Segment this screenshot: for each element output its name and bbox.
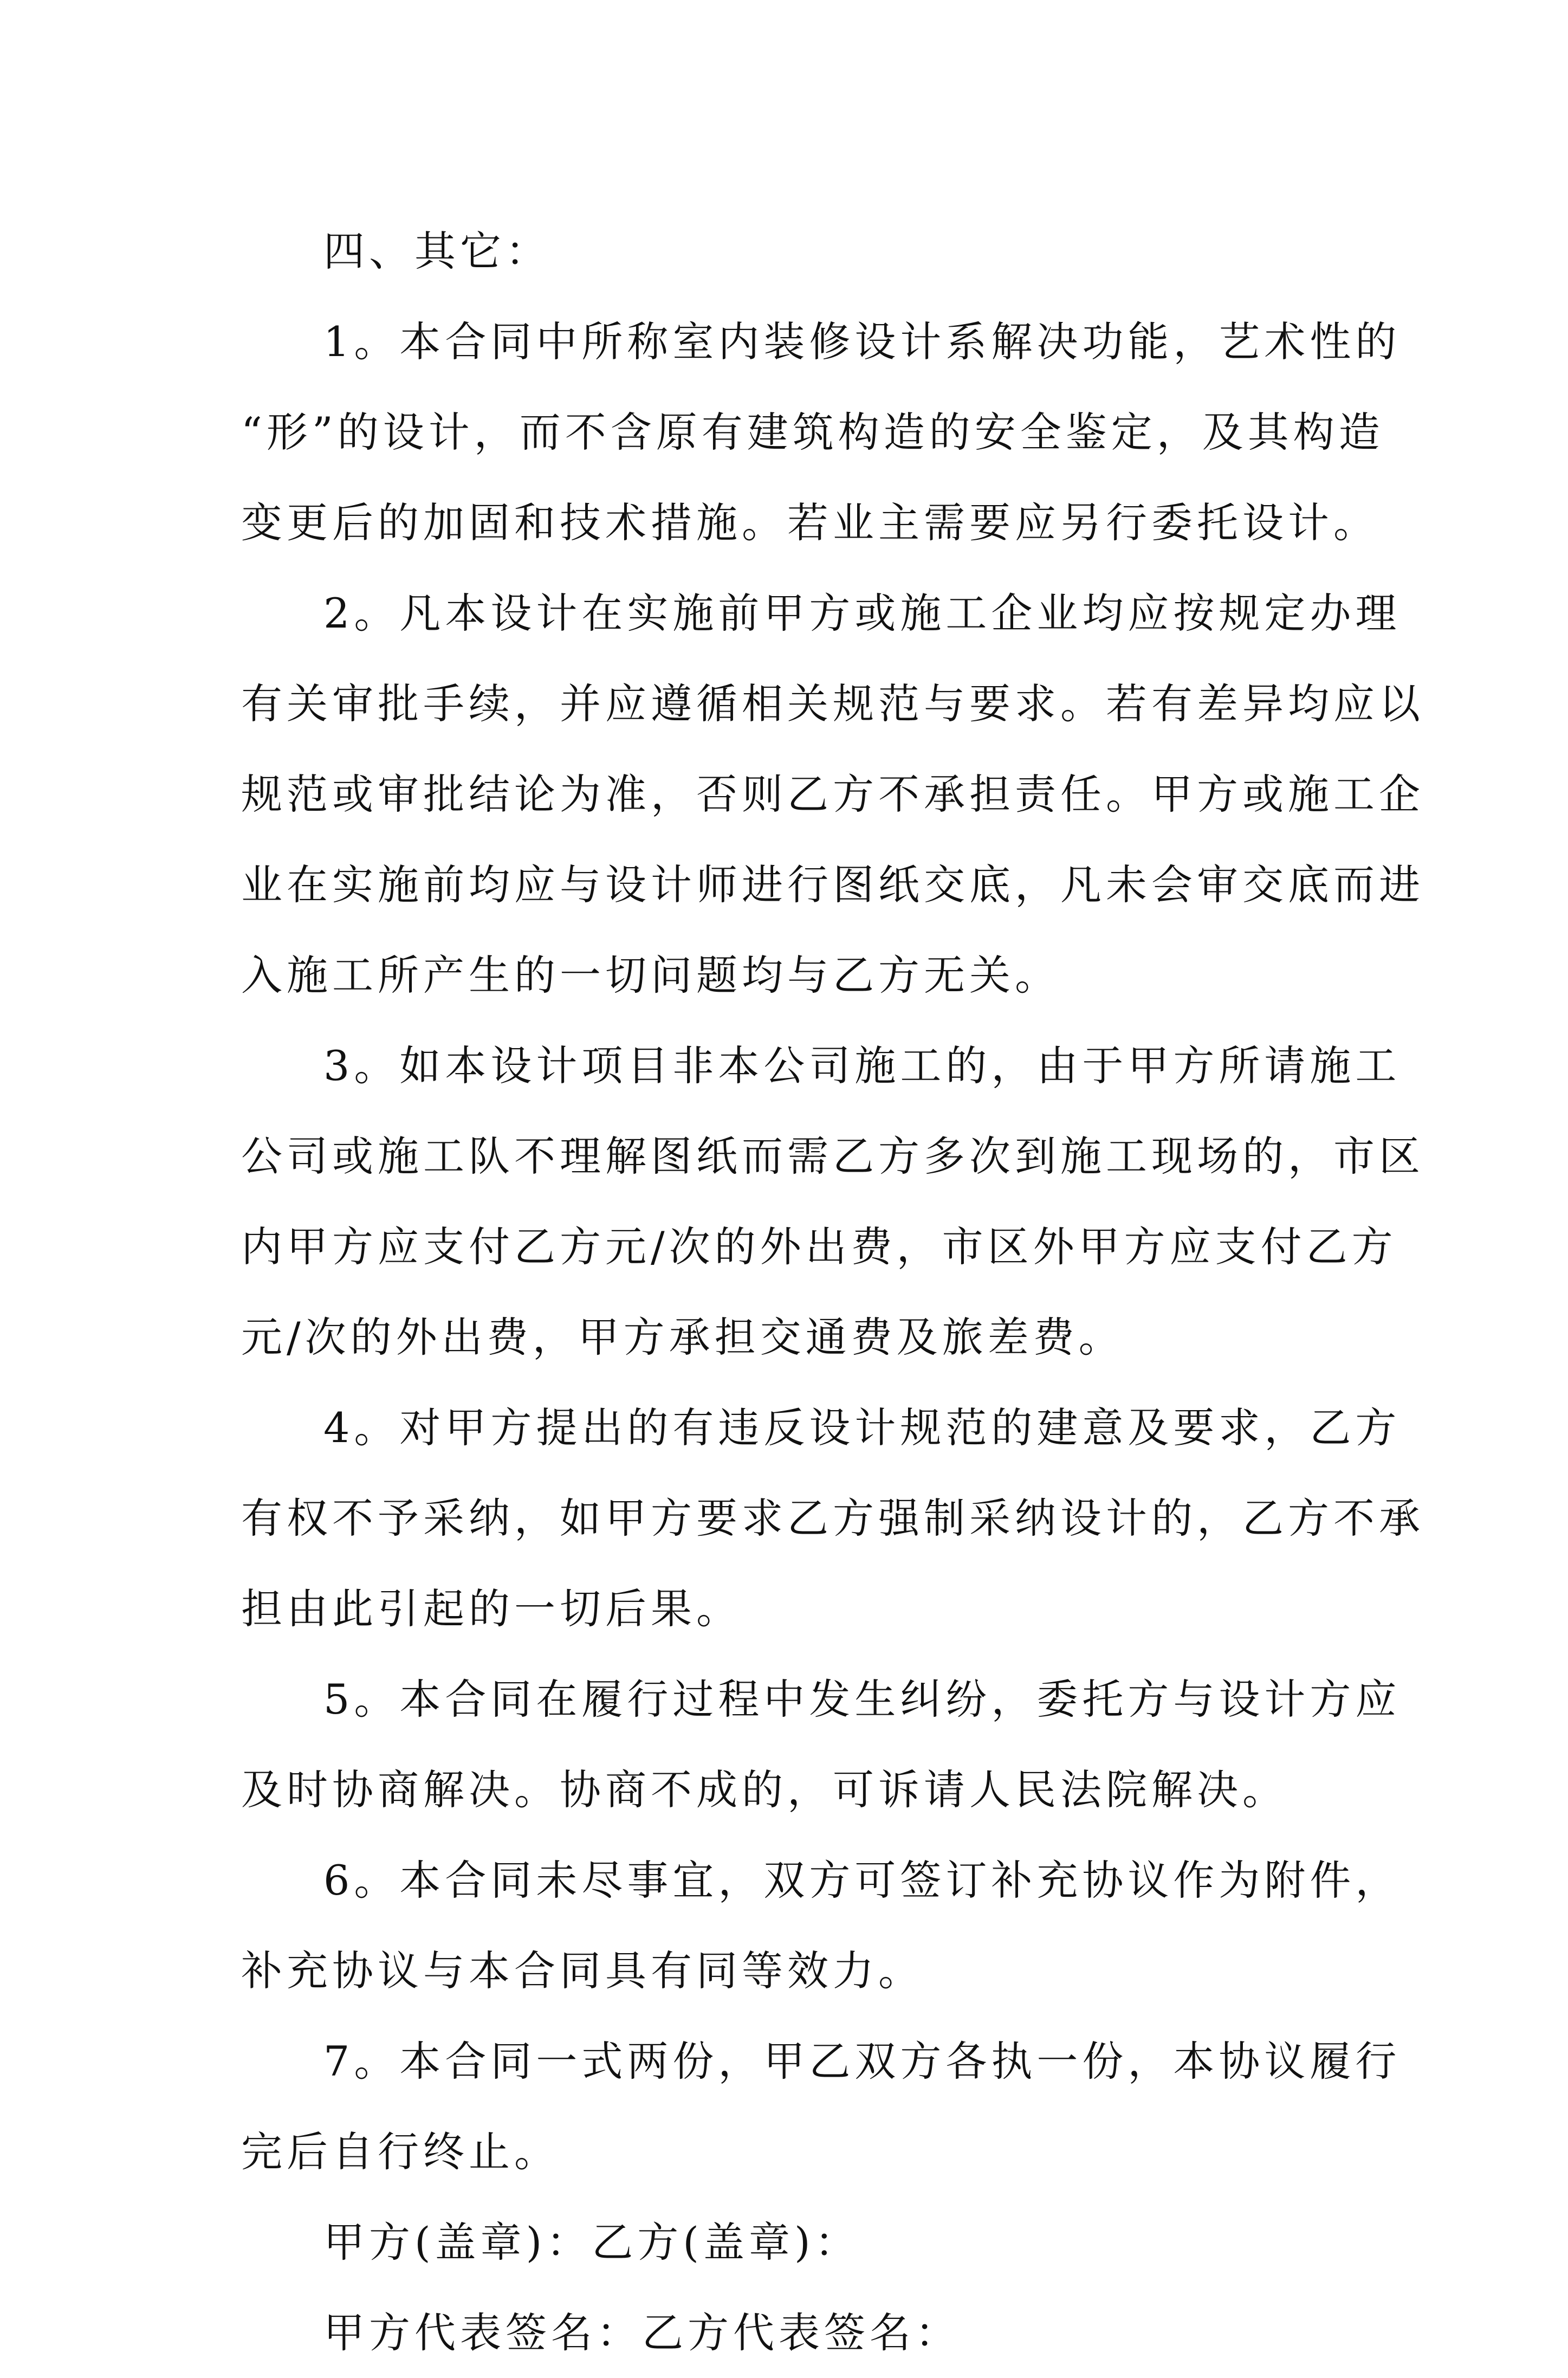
clause-line: 内甲方应支付乙方元/次的外出费，市区外甲方应支付乙方 — [241, 1223, 1397, 1271]
clause-4 — [241, 1382, 1424, 1654]
signature-representative-line: 甲方代表签名：乙方代表签名： — [323, 2309, 961, 2357]
clause-line: 有关审批手续，并应遵循相关规范与要求。若有差异均应以 — [241, 680, 1424, 728]
clause-line: 规范或审批结论为准，否则乙方不承担责任。甲方或施工企 — [241, 770, 1424, 818]
clause-line: 4。对甲方提出的有违反设计规范的建意及要求，乙方 — [323, 1404, 1401, 1452]
clause-line: 担由此引起的一切后果。 — [241, 1585, 742, 1633]
clause-5 — [241, 1654, 1401, 1835]
clause-3 — [241, 1020, 1424, 1382]
signature-seal-line: 甲方(盖章)：乙方(盖章)： — [323, 2218, 860, 2266]
clause-line: 元/次的外出费，甲方承担交通费及旅差费。 — [241, 1313, 1124, 1361]
clause-line: 变更后的加固和技术措施。若业主需要应另行委托设计。 — [241, 499, 1379, 547]
clause-line: 7。本合同一式两份，甲乙双方各执一份，本协议履行 — [323, 2037, 1401, 2085]
document-body — [241, 206, 1424, 2378]
clause-line: 入施工所产生的一切问题均与乙方无关。 — [241, 951, 1060, 999]
clause-line: 3。如本设计项目非本公司施工的，由于甲方所请施工 — [323, 1042, 1401, 1090]
clause-line: 1。本合同中所称室内装修设计系解决功能，艺术性的 — [323, 318, 1401, 366]
clause-line: 6。本合同未尽事宜，双方可签订补充协议作为附件， — [323, 1856, 1401, 1904]
clause-line: 有权不予采纳，如甲方要求乙方强制采纳设计的，乙方不承 — [241, 1494, 1424, 1542]
clause-line: 5。本合同在履行过程中发生纠纷，委托方与设计方应 — [323, 1675, 1401, 1723]
clause-line: 补充协议与本合同具有同等效力。 — [241, 1947, 924, 1995]
clause-7 — [241, 2016, 1401, 2197]
clause-line: “形”的设计，而不含原有建筑构造的安全鉴定，及其构造 — [241, 408, 1384, 456]
section-heading: 四、其它： — [323, 227, 551, 275]
clause-line: 2。凡本设计在实施前甲方或施工企业均应按规定办理 — [323, 589, 1401, 637]
clause-line: 业在实施前均应与设计师进行图纸交底，凡未会审交底而进 — [241, 861, 1424, 909]
clause-2 — [241, 568, 1424, 1020]
clause-line: 完后自行终止。 — [241, 2128, 560, 2176]
clause-line: 公司或施工队不理解图纸而需乙方多次到施工现场的，市区 — [241, 1132, 1424, 1180]
clause-6 — [241, 1835, 1401, 2016]
clause-line: 及时协商解决。协商不成的，可诉请人民法院解决。 — [241, 1766, 1288, 1814]
clause-1 — [241, 296, 1401, 568]
